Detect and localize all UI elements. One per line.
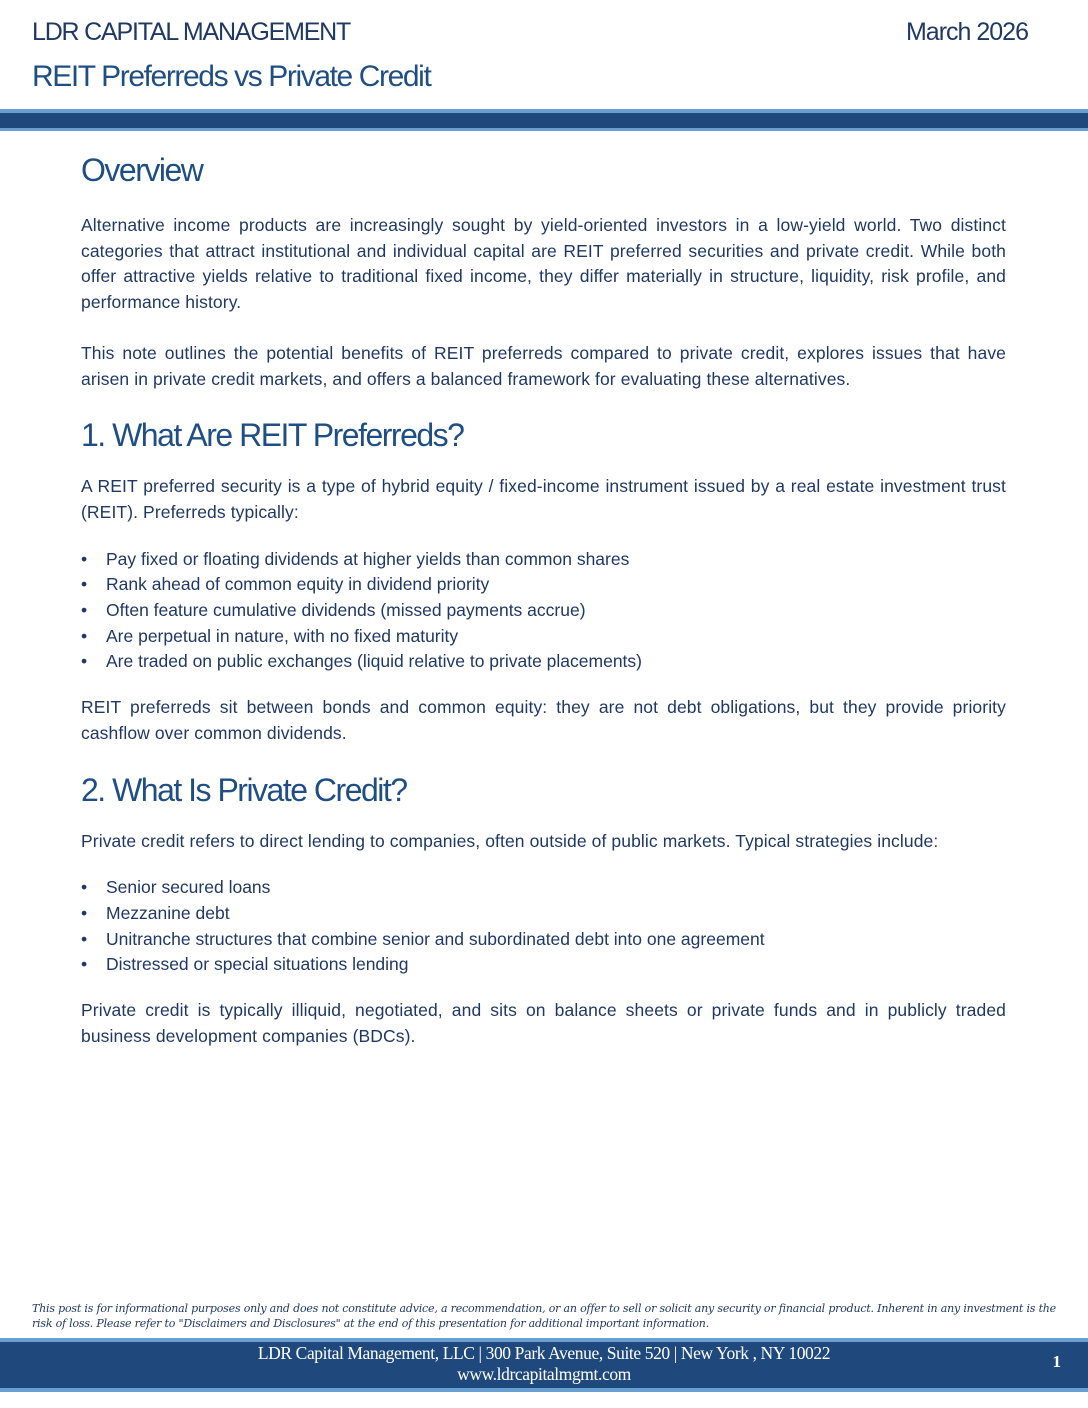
- legal-disclaimer: This post is for informational purposes only and does not constitute advice, a recommendation, or an offer to sell or solicit any security or financial product. Inherent in any investment is the risk of loss. Please refer to "Disclaimers and Disclosures" at the end of this presentation for additional important information.: [32, 1302, 1056, 1330]
- reit-preferreds-section: [81, 415, 1006, 746]
- list-item: [81, 598, 1006, 624]
- report-date: March 2026: [905, 18, 1028, 46]
- header-divider-band: [0, 109, 1088, 131]
- bullet-list: [81, 547, 1006, 676]
- list-item-text: Senior secured loans: [106, 877, 271, 898]
- list-item: [81, 572, 1006, 598]
- list-item: [81, 901, 1006, 927]
- company-name: LDR CAPITAL MANAGEMENT: [32, 18, 351, 46]
- bullet-icon: •: [81, 600, 88, 621]
- overview-section: [81, 150, 1006, 392]
- footer-website-link[interactable]: www.ldrcapitalmgmt.com: [457, 1364, 631, 1384]
- list-item-text: Pay fixed or floating dividends at higher yields than common shares: [106, 548, 630, 569]
- list-item: [81, 649, 1006, 675]
- bullet-icon: •: [81, 574, 88, 595]
- list-item: [81, 952, 1006, 978]
- bullet-icon: •: [81, 877, 88, 898]
- private-credit-section: [81, 770, 1006, 1050]
- section-heading: 2. What Is Private Credit?: [81, 771, 407, 808]
- paragraph: A REIT preferred security is a type of hybrid equity / fixed-income instrument issued by a real estate investment trust (REIT). Preferreds typically:: [81, 476, 1006, 522]
- bullet-icon: •: [81, 548, 88, 569]
- page-footer: [0, 1338, 1088, 1392]
- bullet-icon: •: [81, 651, 88, 672]
- page-number: 1: [1052, 1352, 1061, 1371]
- list-item: [81, 547, 1006, 573]
- list-item-text: Rank ahead of common equity in dividend priority: [106, 574, 490, 595]
- list-item-text: Unitranche structures that combine senior and subordinated debt into one agreement: [106, 928, 765, 949]
- document-body: [81, 150, 1006, 1049]
- bullet-icon: •: [81, 928, 88, 949]
- paragraph: Private credit refers to direct lending to companies, often outside of public markets. Typical strategies include:: [81, 830, 939, 851]
- list-item: [81, 875, 1006, 901]
- bullet-list: [81, 875, 1006, 978]
- bullet-icon: •: [81, 625, 88, 646]
- paragraph: REIT preferreds sit between bonds and common equity: they are not debt obligations, but they provide priority cashflow over common dividends.: [81, 697, 1006, 743]
- list-item: [81, 927, 1006, 953]
- paragraph: Alternative income products are increasingly sought by yield-oriented investors in a low-yield world. Two distinct categories that attract institutional and individual capital are REIT preferred securities and private credit. While both offer attractive yields relative to traditional fixed income, they differ materially in structure, liquidity, risk profile, and performance history.: [81, 215, 1006, 313]
- list-item-text: Are traded on public exchanges (liquid relative to private placements): [106, 651, 642, 672]
- section-heading: 1. What Are REIT Preferreds?: [81, 417, 464, 454]
- document-title: REIT Preferreds vs Private Credit: [32, 60, 431, 93]
- paragraph: This note outlines the potential benefits of REIT preferreds compared to private credit, explores issues that have arisen in private credit markets, and offers a balanced framework for evaluating these alternatives.: [81, 342, 1006, 389]
- section-heading: Overview: [81, 152, 203, 188]
- paragraph: Private credit is typically illiquid, negotiated, and sits on balance sheets or private funds and in publicly traded business development companies (BDCs).: [81, 1000, 1006, 1046]
- list-item-text: Distressed or special situations lending: [106, 954, 409, 975]
- footer-address: LDR Capital Management, LLC | 300 Park Avenue, Suite 520 | New York , NY 10022: [257, 1343, 831, 1363]
- list-item-text: Often feature cumulative dividends (missed payments accrue): [106, 600, 586, 621]
- list-item-text: Mezzanine debt: [106, 902, 230, 923]
- bullet-icon: •: [81, 902, 88, 923]
- list-item: [81, 624, 1006, 650]
- bullet-icon: •: [81, 954, 88, 975]
- list-item-text: Are perpetual in nature, with no fixed maturity: [106, 625, 459, 646]
